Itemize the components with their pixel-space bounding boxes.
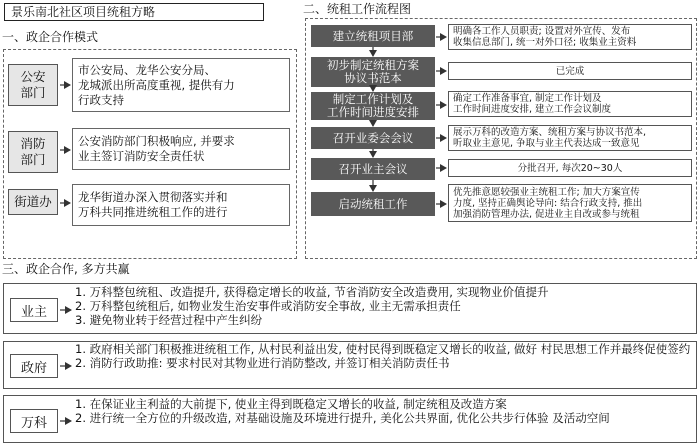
step-4-desc: 展示万科的改造方案、统租方案与协议书范本, 听取业主意见, 争取与业主代表达成一致意见 (448, 125, 692, 151)
section1-title: 一、政企合作模式 (2, 30, 99, 44)
group-owner-label: 业主 (10, 298, 58, 322)
step-5: 召开业主会议 (311, 158, 435, 180)
vanke-item-2: 2. 进行统一全方位的升级改造, 对基础设施及环境进行提升, 美化公共界面, 优化公共步行体验 及活动空间 (75, 411, 610, 425)
step-3-desc: 确定工作准备事宜, 制定工作计划及 工作时间进度安排, 建立工作会议制度 (448, 91, 692, 117)
step-4: 召开业委会会议 (311, 127, 435, 149)
step-1: 建立统租项目部 (311, 25, 435, 47)
label-public-security: 公安 部门 (8, 64, 58, 106)
text-fire-dept: 公安消防部门积极响应, 并要求 业主签订消防安全责任状 (72, 128, 290, 170)
group-government-label: 政府 (10, 354, 58, 378)
label-subdistrict-office: 街道办 (8, 189, 58, 215)
text-public-security: 市公安局、龙华公安分局、 龙城派出所高度重视, 提供有力 行政支持 (72, 58, 290, 112)
government-item-2: 2. 消防行政助推: 要求村民对其物业进行消防整改, 并签订相关消防责任书 (75, 356, 450, 370)
step-1-desc: 明确各工作人员职责; 设置对外宣传、发布 收集信息部门, 统一对外口径; 收集业主资料 (448, 24, 692, 50)
owner-item-3: 3. 避免物业转于经营过程中产生纠纷 (75, 313, 263, 327)
owner-item-1: 1. 万科整包统租、改造提升, 获得稳定增长的收益, 节省消防安全改造费用, 实现物业价值提升 (75, 285, 549, 299)
step-2-desc: 已完成 (448, 62, 692, 80)
group-vanke-label: 万科 (10, 409, 58, 433)
step-6: 启动统租工作 (311, 192, 435, 216)
vanke-item-1: 1. 在保证业主利益的大前提下, 使业主得到既稳定又增长的收益, 制定统租及改造方案 (75, 397, 507, 411)
label-fire-dept: 消防 部门 (8, 131, 58, 173)
diagram-title: 景乐南北社区项目统租方略 (4, 3, 264, 21)
step-2: 初步制定统租方案 协议书范本 (311, 57, 435, 87)
government-item-1: 1. 政府相关部门积极推进统租工作, 从村民利益出发, 使村民得到既稳定又增长的收益, 做好 村民思想工作并最终促使签约 (75, 342, 691, 356)
step-3: 制定工作计划及 工作时间进度安排 (311, 92, 435, 120)
step-5-desc: 分批召开, 每次20~30人 (448, 159, 692, 177)
section2-title: 二、统租工作流程图 (303, 2, 412, 16)
text-subdistrict-office: 龙华街道办深入贯彻落实并和 万科共同推进统租工作的进行 (72, 184, 290, 226)
section3-title: 三、政企合作, 多方共赢 (2, 262, 130, 276)
step-6-desc: 优先推意愿较强业主统租工作; 加大方案宣传 力度, 坚持正确舆论导向: 结合行政支持, 推出 加强消防管理办法, 促进业主自改或参与统租 (448, 184, 692, 222)
owner-item-2: 2. 万科整包统租后, 如物业发生治安事件或消防安全事故, 业主无需承担责任 (75, 299, 461, 313)
